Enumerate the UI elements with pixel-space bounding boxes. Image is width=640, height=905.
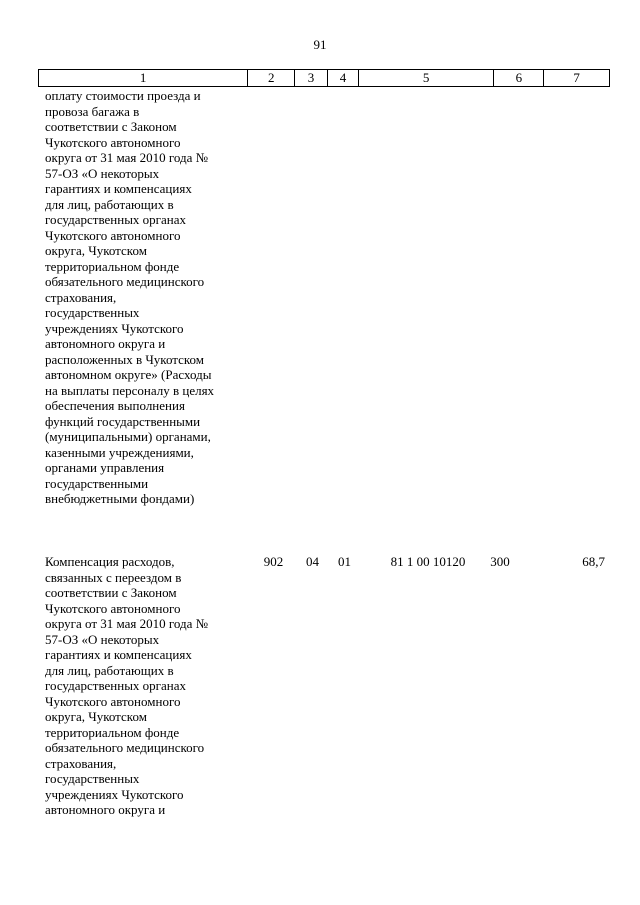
description-line: Чукотского автономного xyxy=(45,693,181,709)
description-line: округа от 31 мая 2010 года № xyxy=(45,150,209,165)
description-line: связанных с переездом в xyxy=(45,569,182,585)
description-line: государственными xyxy=(45,475,149,491)
description-line: обязательного медицинского xyxy=(45,740,205,755)
cell-target-article: 81 1 00 10120 xyxy=(390,554,466,569)
description-line: округа, Чукотском xyxy=(45,709,147,724)
description-line: округа от 31 мая 2010 года № xyxy=(45,616,209,631)
description-line: (муниципальными) органами, xyxy=(45,429,211,444)
description-line: округа, Чукотском xyxy=(45,243,147,258)
description-line: гарантиях и компенсациях xyxy=(45,181,192,196)
description-line: 57-ОЗ «О некоторых xyxy=(45,165,160,181)
cell-admin-code: 902 xyxy=(263,554,284,569)
description-line: обеспечения выполнения xyxy=(45,398,185,413)
description-line: Чукотского автономного xyxy=(45,227,181,243)
continued-row-description xyxy=(45,88,250,507)
description-line: государственных органах xyxy=(45,212,187,227)
row-description-compensation xyxy=(45,554,250,818)
description-line: государственных органах xyxy=(45,678,187,693)
description-line: Чукотского автономного xyxy=(45,600,181,616)
cell-subsection: 01 xyxy=(338,554,351,569)
description-line: территориальном фонде xyxy=(45,724,180,740)
column-header-1: 1 xyxy=(39,70,248,86)
description-line: страхования, xyxy=(45,289,117,305)
cell-section: 04 xyxy=(306,554,319,569)
description-line: автономного округа и xyxy=(45,336,166,351)
column-header-4: 4 xyxy=(328,70,359,86)
description-line: для лиц, работающих в xyxy=(45,662,174,678)
description-line: функций государственными xyxy=(45,413,201,429)
column-header-2: 2 xyxy=(248,70,295,86)
description-line: учреждениях Чукотского xyxy=(45,320,184,336)
cell-sum: 68,7 xyxy=(582,554,605,569)
description-line: оплату стоимости проезда и xyxy=(45,88,201,103)
description-line: расположенных в Чукотском xyxy=(45,351,205,367)
description-line: для лиц, работающих в xyxy=(45,196,174,212)
column-header-6: 6 xyxy=(494,70,544,86)
description-line: на выплаты персоналу в целях xyxy=(45,382,215,398)
page-number: 91 xyxy=(313,37,327,52)
description-line: гарантиях и компенсациях xyxy=(45,647,192,662)
cell-expense-type: 300 xyxy=(490,554,510,569)
description-line: органами управления xyxy=(45,460,165,475)
description-line: внебюджетными фондами) xyxy=(45,491,195,506)
description-line: автономного округа и xyxy=(45,802,166,817)
column-header-3: 3 xyxy=(295,70,328,86)
description-line: учреждениях Чукотского xyxy=(45,786,184,802)
description-line: 57-ОЗ «О некоторых xyxy=(45,631,160,647)
description-line: государственных xyxy=(45,305,140,320)
description-line: обязательного медицинского xyxy=(45,274,205,289)
description-line: провоза багажа в xyxy=(45,103,140,119)
description-line: автономном округе» (Расходы xyxy=(45,367,212,382)
description-line: соответствии с Законом xyxy=(45,585,177,600)
description-line: Чукотского автономного xyxy=(45,134,181,150)
table-row xyxy=(0,554,640,570)
column-header-7: 7 xyxy=(573,70,580,85)
description-line: соответствии с Законом xyxy=(45,119,177,134)
description-line: Компенсация расходов, xyxy=(45,554,175,569)
column-header-5: 5 xyxy=(359,70,495,86)
description-line: государственных xyxy=(45,771,140,786)
description-line: казенными учреждениями, xyxy=(45,444,194,460)
table-column-header-row xyxy=(38,69,610,87)
description-line: страхования, xyxy=(45,755,117,771)
description-line: территориальном фонде xyxy=(45,258,180,274)
